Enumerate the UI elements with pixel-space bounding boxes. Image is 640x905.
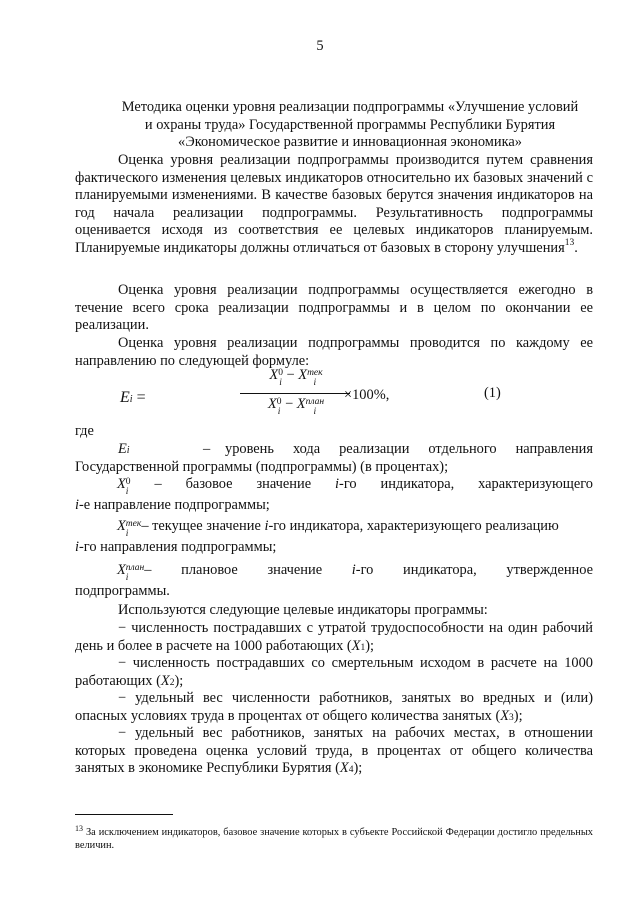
- def-1-text: уровень хода реализации отдельного направления Государственной программы (подпрограммы) (в процентах);: [75, 441, 593, 475]
- formula-numerator: X 0 i − X тек i: [269, 367, 323, 388]
- title-line-2: и охраны труда» Государственной программы Республики Бурятия: [144, 116, 556, 133]
- footnote: [75, 826, 593, 852]
- def-2-line-1: X 0 i – базовое значение i-го индикатора, характеризующего: [117, 476, 593, 497]
- paragraph-1: [75, 152, 593, 259]
- fraction-bar: [240, 393, 350, 394]
- def-3: [75, 518, 593, 557]
- title-line-3: «Экономическое развитие и инновационная экономика»: [178, 134, 522, 150]
- def-4-line-1: X план i – плановое значение i-го индикатора, утвержденное: [117, 562, 593, 583]
- footnote-mark: 13: [75, 824, 83, 833]
- def-4: [75, 562, 593, 601]
- def-2-line-2: i-е направление подпрограммы;: [75, 497, 270, 513]
- def-3-line-2: i-го направления подпрограммы;: [75, 539, 277, 555]
- def-2: [75, 476, 593, 515]
- def-1-symbol: Ei: [118, 441, 130, 457]
- formula-denominator: X 0 i − X план i: [267, 396, 325, 417]
- footnote-ref: 13: [564, 237, 575, 248]
- paragraph-3: Оценка уровня реализации подпрограммы проводится по каждому ее направлению по следующей формуле:: [75, 335, 593, 369]
- equation-number: (1): [484, 385, 501, 401]
- section-title: [100, 99, 600, 152]
- def-1-dash: –: [203, 441, 211, 457]
- where-label: где: [75, 423, 94, 439]
- paragraph-1-end: .: [574, 239, 578, 256]
- def-3-line-1: X тек i – текущее значение i-го индикатора, характеризующего реализацию: [117, 518, 559, 539]
- indicator-item: − удельный вес численности работников, занятых во вредных и (или) опасных условиях труда в процентах от общего количества занятых (X3);: [75, 690, 593, 724]
- indicators-intro: Используются следующие целевые индикаторы программы:: [118, 602, 488, 618]
- paragraph-1-text: Оценка уровня реализации подпрограммы производится путем сравнения фактического изменения целевых индикаторов относительно их базовых значений с планируемыми изменениями. В качестве базовых берутся значения индикаторов на год начала реализации подпрограммы. Результативность подпрограммы оценивается исходя из соответствия ее целевых индикаторов планируемым. Планируемые индикаторы должны отличаться от базовых в сторону улучшения: [75, 152, 593, 256]
- formula-lhs: Ei =: [120, 389, 146, 406]
- indicator-item: − удельный вес работников, занятых на рабочих местах, в отношении которых проведена оценка условий труда, в процентах от общего количества занятых в экономике Республики Бурятия (X4);: [75, 725, 593, 776]
- indicator-item: − численность пострадавших с утратой трудоспособности на один рабочий день и более в расчете на 1000 работающих (X1);: [75, 620, 593, 654]
- footnote-divider: [75, 814, 173, 815]
- page-number: 5: [316, 38, 324, 54]
- paragraph-2: Оценка уровня реализации подпрограммы осуществляется ежегодно в течение всего срока реализации подпрограммы и в целом по окончании ее реализации.: [75, 282, 593, 333]
- title-line-1: Методика оценки уровня реализации подпрограммы «Улучшение условий: [121, 99, 579, 115]
- formula-multiplier: ×100%,: [344, 387, 390, 403]
- indicator-item: − численность пострадавших со смертельным исходом в расчете на 1000 работающих (X2);: [75, 655, 593, 689]
- def-4-line-2: подпрограммы.: [75, 583, 170, 599]
- def-1: [75, 441, 593, 476]
- footnote-text: За исключением индикаторов, базовое значение которых в субъекте Российской Федерации достигло предельных величин.: [75, 827, 593, 851]
